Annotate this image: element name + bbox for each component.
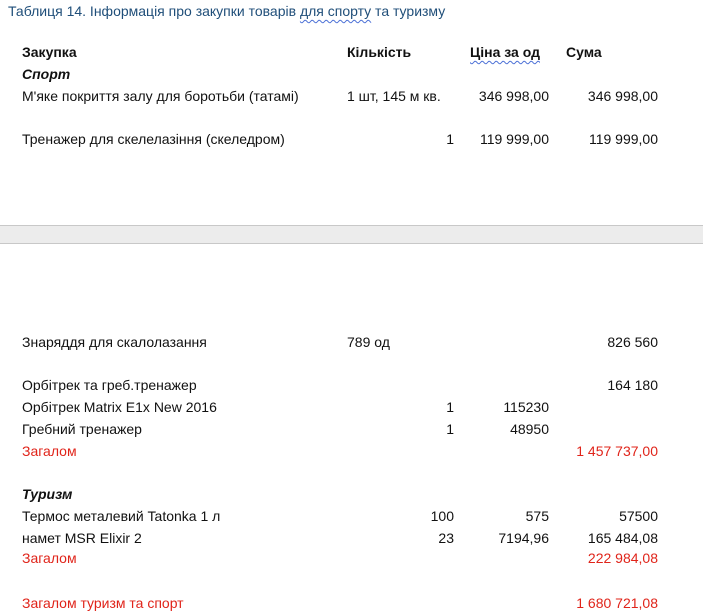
row-price: 48950	[510, 421, 549, 437]
grand-total-sum: 1 680 721,08	[576, 595, 658, 611]
row-name: Орбітрек Matrix E1x New 2016	[22, 399, 217, 415]
section-tourism: Туризм	[22, 486, 73, 502]
total-label: Загалом	[22, 550, 77, 566]
row-sum: 826 560	[607, 334, 658, 350]
row-quantity: 789 од	[347, 334, 390, 350]
row-price: 346 998,00	[478, 88, 549, 104]
row-price: 119 999,00	[479, 131, 549, 147]
row-sum: 346 998,00	[587, 88, 658, 104]
section-sport: Спорт	[22, 66, 71, 82]
header-sum: Сума	[566, 44, 602, 60]
row-quantity: 1	[446, 131, 454, 147]
caption-spellcheck-phrase: для спорту	[299, 3, 372, 19]
caption-prefix: Таблиця 14. Інформація про закупки товарів	[8, 3, 300, 19]
row-quantity: 1 шт, 145 м кв.	[347, 88, 441, 104]
row-price: 115230	[503, 399, 549, 415]
table-caption	[8, 3, 445, 19]
row-quantity: 1	[446, 421, 454, 437]
total-label: Загалом	[22, 443, 77, 459]
row-name: Гребний тренажер	[22, 421, 142, 437]
caption-suffix: та туризму	[371, 3, 446, 19]
grand-total-label: Загалом туризм та спорт	[22, 595, 184, 611]
header-quantity: Кількість	[347, 44, 412, 60]
header-unit-price: Ціна за од	[470, 44, 540, 60]
row-sum: 57500	[619, 508, 658, 524]
row-name: Тренажер для скелелазіння (скеледром)	[22, 131, 285, 147]
row-price: 7194,96	[498, 530, 549, 546]
page-break	[0, 225, 703, 244]
row-quantity: 1	[446, 399, 454, 415]
header-item: Закупка	[22, 44, 77, 60]
row-name: Термос металевий Tatonka 1 л	[22, 508, 221, 524]
row-name: Орбітрек та греб.тренажер	[22, 377, 197, 393]
row-sum: 164 180	[607, 377, 658, 393]
total-sum: 222 984,08	[587, 550, 658, 566]
row-quantity: 23	[438, 530, 454, 546]
row-name: М'яке покриття залу для боротьби (татамі)	[22, 88, 299, 104]
row-quantity: 100	[430, 508, 454, 524]
row-sum: 165 484,08	[587, 530, 658, 546]
row-name: Знаряддя для скалолазання	[22, 334, 207, 350]
row-sum: 119 999,00	[588, 131, 658, 147]
total-sum: 1 457 737,00	[576, 443, 658, 459]
row-price: 575	[525, 508, 549, 524]
row-name: намет MSR Elixir 2	[22, 530, 142, 546]
